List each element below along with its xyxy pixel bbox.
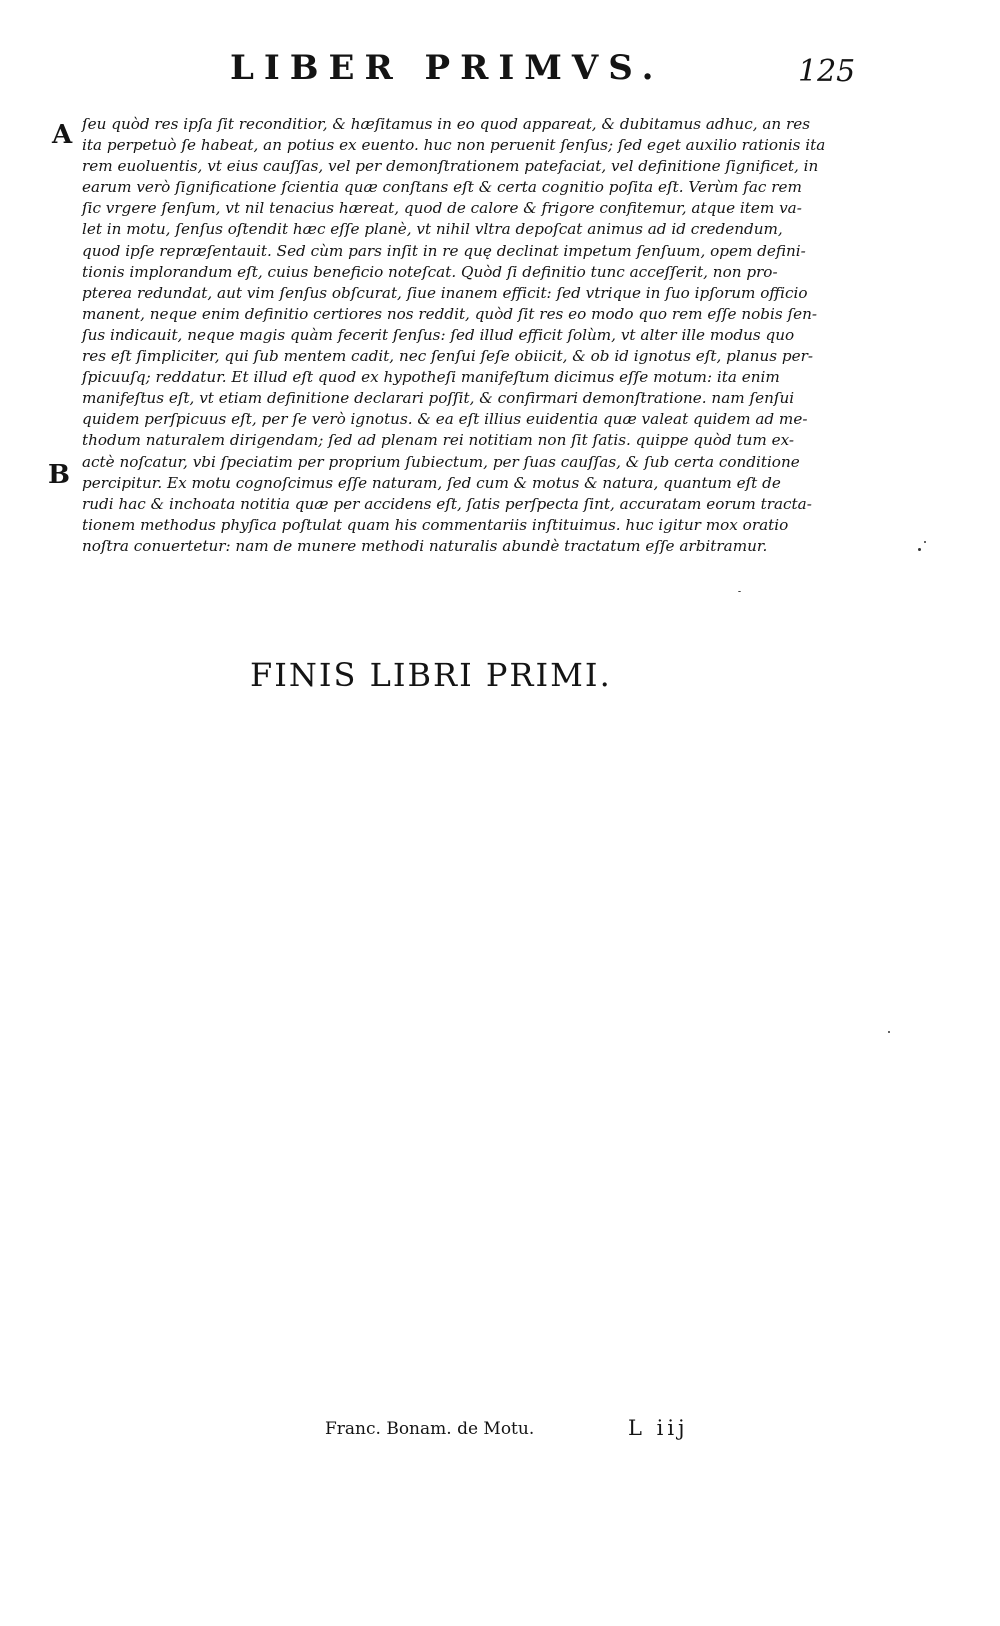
text-line: res eſt ſimpliciter, qui ſub mentem cadit, nec ſenſui ſeſe obiicit, & ob id ignotus eſt, planus per- xyxy=(82,347,814,366)
text-line: ſeu quòd res ipſa ſit reconditior, & hæſitamus in eo quod appareat, & dubitamus adhuc, an res xyxy=(82,115,811,133)
ink-speck xyxy=(918,548,921,551)
text-line: thodum naturalem dirigendam; ſed ad plenam rei notitiam non ſit ſatis. quippe quòd tum ex- xyxy=(82,431,795,450)
quire-mark: L iij xyxy=(628,1416,689,1440)
text-line: ſic vrgere ſenſum, vt nil tenacius hæreat, quod de calore & frigore confitemur, atque item va- xyxy=(82,199,802,218)
text-line: manifeſtus eſt, vt etiam definitione declarari poſſit, & confirmari demonſtratione. nam ſenſui xyxy=(82,389,795,408)
signature-line: Franc. Bonam. de Motu. xyxy=(325,1419,535,1439)
text-line: earum verò ſignificatione ſcientia quæ conſtans eſt & certa cognitio poſita eſt. Verùm fac rem xyxy=(82,178,802,197)
text-line: noſtra conuertetur: nam de munere methodi naturalis abundè tractatum eſſe arbitramur. xyxy=(82,536,768,555)
ink-speck xyxy=(738,591,741,592)
text-line: tionem methodus phyſica poſtulat quam his commentariis inſtituimus. huc igitur mox oratio xyxy=(82,515,789,534)
text-line: tionis implorandum eſt, cuius beneficio noteſcat. Quòd ſi definitio tunc acceſſerit, non pro- xyxy=(82,262,778,281)
text-line: let in motu, ſenſus oſtendit hæc eſſe planè, vt nihil vltra depoſcat animus ad id credendum, xyxy=(82,220,783,239)
ink-speck xyxy=(888,1031,890,1033)
text-line: ita perpetuò ſe habeat, an potius ex euento. huc non peruenit ſenſus; ſed eget auxilio rationis ita xyxy=(82,136,826,155)
running-head: LIBER PRIMVS. xyxy=(230,48,664,88)
text-line: quidem perſpicuus eſt, per ſe verò ignotus. & ea eſt illius euidentia quæ valeat quidem ad me- xyxy=(82,410,808,429)
marginal-letter-a: A xyxy=(52,120,73,150)
text-line: quod ipſe repræſentauit. Sed cùm pars inſit in re quę declinat impetum ſenſuum, opem defini- xyxy=(82,241,806,260)
ink-speck xyxy=(924,541,926,543)
text-line: percipitur. Ex motu cognoſcimus eſſe naturam, ſed cum & motus & natura, quantum eſt de xyxy=(82,473,781,492)
text-line: manent, neque enim definitio certiores nos reddit, quòd ſit res eo modo quo rem eſſe nobis ſen- xyxy=(82,304,818,323)
text-line: actè noſcatur, vbi ſpeciatim per proprium ſubiectum, per ſuas cauſſas, & ſub certa conditione xyxy=(82,452,800,471)
text-line: pterea redundat, aut vim ſenſus obſcurat, ſiue inanem efficit: ſed vtrique in ſuo ipſorum officio xyxy=(82,283,808,302)
body-text xyxy=(82,114,842,557)
text-line: ſpicuuſq; reddatur. Et illud eſt quod ex hypotheſi manifeſtum dicimus eſſe motum: ita enim xyxy=(82,368,780,387)
text-line: rudi hac & inchoata notitia quæ per accidens eſt, ſatis perſpecta ſint, accuratam eorum tracta- xyxy=(82,494,812,513)
text-line: ſus indicauit, neque magis quàm fecerit ſenſus: ſed illud efficit ſolùm, vt alter ille modus quo xyxy=(82,325,795,344)
finis-heading: FINIS LIBRI PRIMI. xyxy=(250,656,612,694)
text-line: rem euoluentis, vt eius cauſſas, vel per demonſtrationem patefaciat, vel definitione ſignificet, in xyxy=(82,157,819,176)
marginal-letter-b: B xyxy=(48,460,70,490)
page-number: 125 xyxy=(798,54,856,89)
